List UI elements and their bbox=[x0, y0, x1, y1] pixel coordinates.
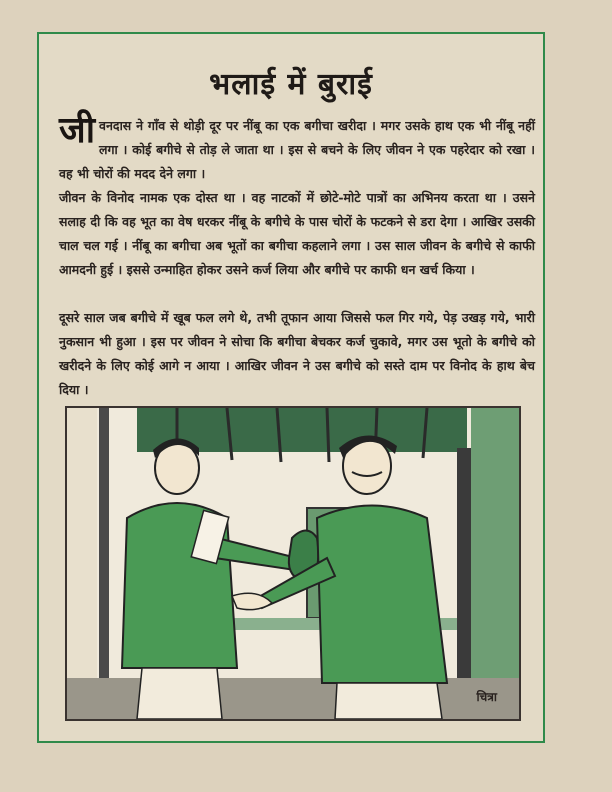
story-title: भलाई में बुराई bbox=[209, 67, 373, 102]
drop-cap: जी bbox=[59, 110, 96, 151]
page-frame bbox=[37, 32, 545, 743]
paragraph-3: दूसरे साल जब बगीचे में खूब फल लगे थे, तभी तूफान आया जिससे फल गिर गये, पेड़ उखड़ गये, भारी नुकसान भी हुआ । इस पर जीवन ने सोचा कि बगीचा बेचकर कर्ज चुकावे, मगर उस भूतो के बगीचे को खरीदने के लिए कोई आगे न आया । आखिर जीवन ने उस बगीचे को सस्ते दाम पर विनोद के हाथ बेच दिया । bbox=[59, 310, 535, 397]
paragraph-1-text: वनदास ने गाँव से थोड़ी दूर पर नींबू का एक बगीचा खरीदा । मगर उसके हाथ एक भी नींबू नहीं लगा । कोई बगीचे से तोड़ ले जाता था । इस से बचने के लिए जीवन ने एक पहरेदार को रखा । वह भी चोरों की मदद देने लगा । bbox=[59, 118, 535, 181]
paragraph-2: जीवन के विनोद नामक एक दोस्त था । वह नाटकों में छोटे-मोटे पात्रों का अभिनय करता था । उसने सलाह दी कि वह भूत का वेष धरकर नींबू के बगीचे के पास चोरों के फटकने से डरा देगा । आखिर उसकी चाल चल गई । नींबू का बगीचा अब भूतों का बगीचा कहलाने लगा । उस साल जीवन के बगीचे से काफी आमदनी हुई । इससे उन्माहित होकर उसने कर्ज लिया और बगीचे पर काफी धन खर्च किया । bbox=[59, 190, 535, 277]
story-illustration bbox=[65, 406, 521, 721]
illustration-drawing bbox=[67, 408, 519, 719]
artist-signature: चित्रा bbox=[476, 690, 497, 704]
paragraph-1 bbox=[59, 110, 535, 186]
